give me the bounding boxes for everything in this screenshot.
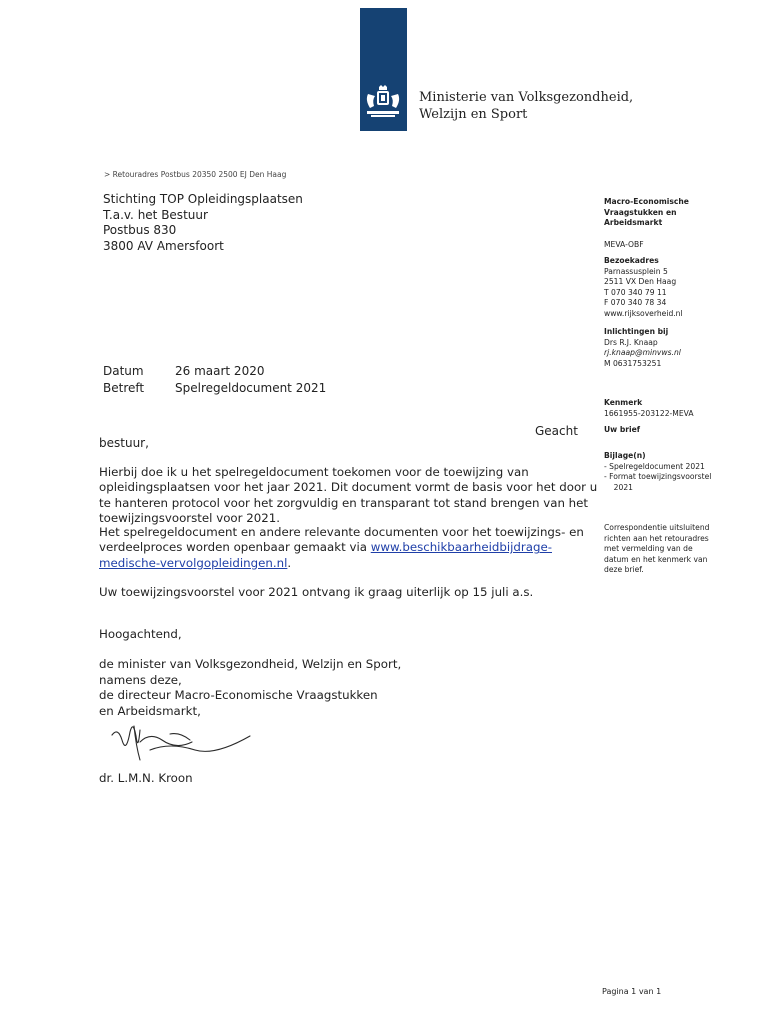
closing-salutation: Hoogachtend, — [99, 627, 182, 641]
sidebar-your-letter — [604, 425, 640, 436]
paragraph-intro: Hierbij doe ik u het spelregeldocument toekomen voor de toewijzing van opleidingsplaatsen voor het jaar 2021. Dit document vormt de basis voor het door u te hanteren protocol voor het zorgvuldig en transparant tot stand brengen van het toewijzingsvoorstel voor 2021. — [99, 465, 598, 526]
your-letter-label: Uw brief — [604, 425, 641, 434]
greeting-part1: Geacht — [535, 424, 578, 438]
website-link[interactable]: www.beschikbaarheidbijdrage-medische-vervolgopleidingen.nl — [99, 540, 552, 570]
signer-name: dr. L.M.N. Kroon — [99, 771, 193, 785]
department-code: MEVA-OBF — [604, 240, 644, 249]
date-value: 26 maart 2020 — [175, 364, 265, 378]
sidebar-reference — [604, 398, 694, 419]
contact-label: Inlichtingen bij — [604, 327, 669, 336]
correspondence-note — [604, 523, 709, 576]
contact-line: Drs R.J. Knaap — [604, 337, 658, 347]
addressee-line: 3800 AV Amersfoort — [103, 238, 224, 253]
addressee-line: T.a.v. het Bestuur — [103, 207, 208, 222]
paragraph-publication-text: Het spelregeldocument en andere relevante documenten voor het toewijzings- en verdeelproces worden openbaar gemaakt via — [99, 525, 584, 555]
department-line: Vraagstukken en — [604, 207, 677, 217]
correspondence-line: met vermelding van de — [604, 544, 693, 554]
visit-address-line: Parnassusplein 5 — [604, 266, 668, 276]
visit-address-line: www.rijksoverheid.nl — [604, 308, 683, 318]
reference-value: 1661955-203122-MEVA — [604, 408, 694, 418]
coat-of-arms-icon — [363, 84, 403, 120]
signature-line: de minister van Volksgezondheid, Welzijn en Sport, — [99, 657, 402, 671]
visit-address-label: Bezoekadres — [604, 256, 659, 265]
sidebar-contact — [604, 327, 681, 369]
subject-row — [103, 381, 326, 395]
handwritten-signature — [110, 720, 260, 770]
signature-line: de directeur Macro-Economische Vraagstukken — [99, 688, 378, 702]
correspondence-line: Correspondentie uitsluitend — [604, 523, 710, 532]
sidebar-visit-address — [604, 256, 683, 320]
attachment-item: 2021 — [604, 482, 633, 492]
subject-value: Spelregeldocument 2021 — [175, 381, 327, 395]
paragraph-deadline: Uw toewijzingsvoorstel voor 2021 ontvang ik graag uiterlijk op 15 juli a.s. — [99, 585, 534, 599]
contact-phone: M 0631753251 — [604, 358, 662, 368]
reference-label: Kenmerk — [604, 398, 643, 407]
sidebar-attachments — [604, 451, 711, 493]
correspondence-line: datum en het kenmerk van — [604, 554, 708, 564]
date-row — [103, 364, 264, 378]
department-line: Arbeidsmarkt — [604, 218, 663, 228]
signature-line: en Arbeidsmarkt, — [99, 703, 201, 718]
signature-block — [99, 657, 401, 719]
addressee-line: Stichting TOP Opleidingsplaatsen — [103, 192, 303, 206]
contact-email: rj.knaap@minvws.nl — [604, 348, 681, 358]
attachments-label: Bijlage(n) — [604, 451, 646, 460]
addressee-line: Postbus 830 — [103, 223, 177, 237]
visit-address-line: 2511 VX Den Haag — [604, 277, 677, 287]
correspondence-line: deze brief. — [604, 565, 644, 575]
paragraph-publication — [99, 525, 599, 571]
attachment-item: - Format toewijzingsvoorstel — [604, 472, 712, 482]
attachment-item: - Spelregeldocument 2021 — [604, 461, 705, 471]
subject-label: Betreft — [103, 381, 145, 395]
visit-address-line: F 070 340 78 34 — [604, 298, 667, 308]
signature-line: namens deze, — [99, 672, 182, 687]
correspondence-line: richten aan het retouradres — [604, 533, 709, 543]
page-number: Pagina 1 van 1 — [602, 987, 662, 996]
return-address: > Retouradres Postbus 20350 2500 EJ Den Haag — [104, 170, 287, 179]
department-line: Macro-Economische — [604, 197, 689, 206]
greeting-part2: bestuur, — [99, 436, 149, 450]
visit-address-line: T 070 340 79 11 — [604, 287, 667, 297]
date-label: Datum — [103, 364, 144, 378]
addressee-block — [103, 192, 303, 254]
sidebar-department — [604, 197, 689, 229]
paragraph-publication-end: . — [287, 555, 292, 570]
ministry-name: Ministerie van Volksgezondheid, Welzijn en Sport — [419, 90, 634, 122]
